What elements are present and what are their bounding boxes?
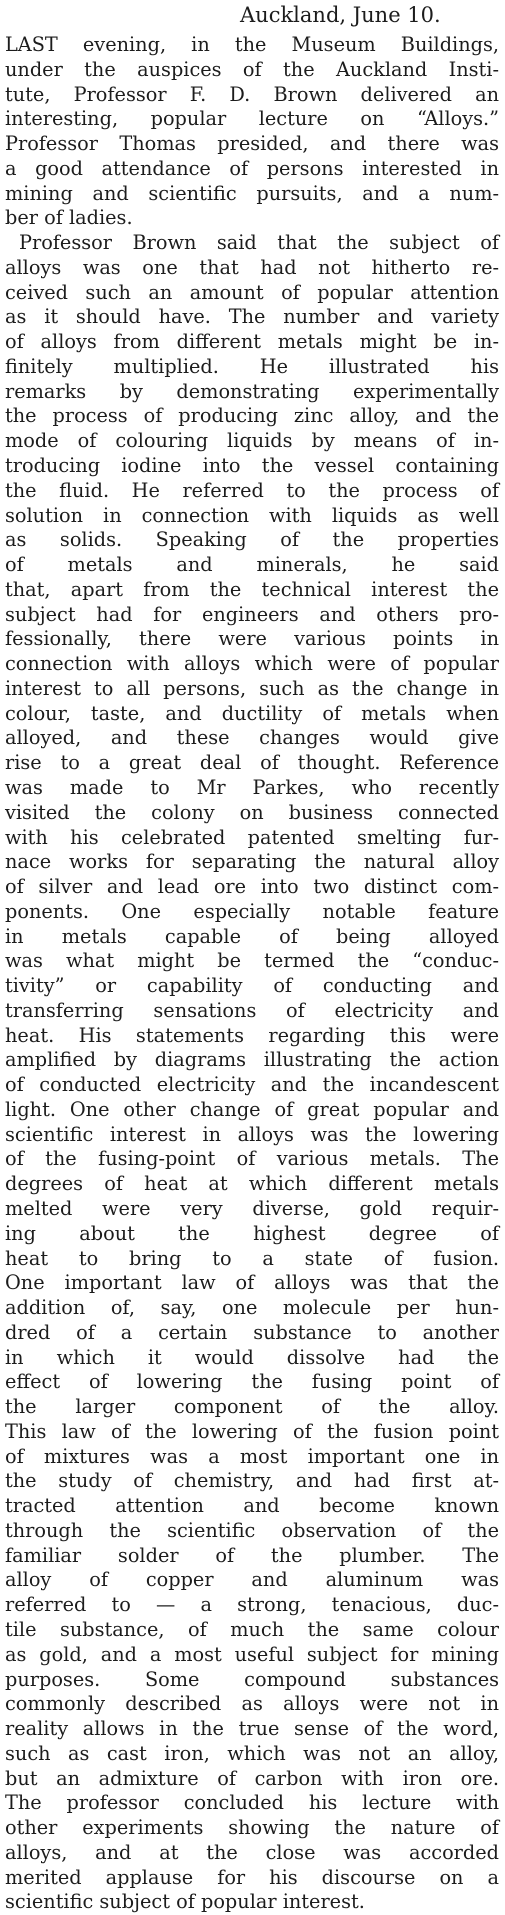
article-line: mode of colouring liquids by means of in- [5,429,499,453]
article-line: through the scientific observation of the [5,1518,499,1542]
article-line: as it should have. The number and variety [5,305,499,329]
article-line: the larger component of the alloy. [5,1395,499,1419]
article-line: nace works for separating the natural alloy [5,850,499,874]
article-line: other experiments showing the nature of [5,1816,499,1840]
article-line: such as cast iron, which was not an alloy, [5,1741,499,1765]
article-line: rise to a great deal of thought. Reference [5,751,499,775]
dateline: Auckland, June 10. [240,3,441,27]
article-line: dred of a certain substance to another [5,1320,499,1344]
article-line: subject had for engineers and others pro- [5,602,499,626]
article-line: heat to bring to a state of fusion. [5,1246,499,1270]
article-line: interest to all persons, such as the change in [5,676,499,700]
article-line: a good attendance of persons interested in [5,156,499,180]
article-line: addition of, say, one molecule per hun- [5,1296,499,1320]
article-line: LAST evening, in the Museum Buildings, [5,33,499,56]
article-line: alloyed, and these changes would give [5,726,499,750]
article-line: troducing iodine into the vessel containing [5,454,499,478]
article-line: scientific subject of popular interest. [5,1890,365,1914]
article-line: degrees of heat at which different metals [5,1172,499,1196]
article-line: tracted attention and become known [5,1494,499,1518]
article-line: with his celebrated patented smelting fur- [5,825,499,849]
article-line: tivity” or capability of conducting and [5,974,499,998]
article-line: melted were very diverse, gold requir- [5,1196,499,1220]
article-line: of alloys from different metals might be in- [5,330,499,354]
article-line: heat. His statements regarding this were [5,1023,499,1047]
article-line: Professor Thomas presided, and there was [5,132,499,156]
article-line: The professor concluded his lecture with [5,1791,499,1815]
article-line: Professor Brown said that the subject of [19,231,499,255]
article-line: ing about the highest degree of [5,1221,499,1245]
article-line: One important law of alloys was that the [5,1271,499,1295]
article-line: that, apart from the technical interest the [5,577,499,601]
article-line: transferring sensations of electricity and [5,998,499,1022]
article-line: familiar solder of the plumber. The [5,1543,499,1567]
article-line: alloys was one that had not hitherto re- [5,255,499,279]
article-line: tute, Professor F. D. Brown delivered an [5,82,499,106]
article-line: mining and scientific pursuits, and a num- [5,181,499,205]
article-line: of the fusing-point of various metals. The [5,1147,499,1171]
article-line: as gold, and a most useful subject for mining [5,1642,499,1666]
article-line: light. One other change of great popular and [5,1097,499,1121]
article-line: as solids. Speaking of the properties [5,528,499,552]
article-line: scientific interest in alloys was the lowering [5,1122,499,1146]
article-line: was what might be termed the “conduc- [5,949,499,973]
article-line: effect of lowering the fusing point of [5,1370,499,1394]
article-line: under the auspices of the Auckland Insti- [5,57,499,81]
article-body [5,33,499,1915]
article-line: This law of the lowering of the fusion point [5,1419,499,1443]
article-line: in which it would dissolve had the [5,1345,499,1369]
article-line: but an admixture of carbon with iron ore. [5,1766,499,1790]
article-line: tile substance, of much the same colour [5,1618,499,1641]
article-line: merited applause for his discourse on a [5,1865,499,1889]
article-line: finitely multiplied. He illustrated his [5,354,499,378]
article-line: purposes. Some compound substances [5,1667,499,1691]
article-line: of mixtures was a most important one in [5,1444,499,1468]
article-line: connection with alloys which were of popular [5,652,499,676]
article-line: in metals capable of being alloyed [5,924,499,948]
article-line: alloys, and at the close was accorded [5,1840,499,1864]
article-line: reality allows in the true sense of the word, [5,1717,499,1741]
article-line: the process of producing zinc alloy, and the [5,404,499,428]
article-line: amplified by diagrams illustrating the action [5,1048,499,1072]
article-line: the study of chemistry, and had first at- [5,1469,499,1493]
article-line: referred to — a strong, tenacious, duc- [5,1593,499,1617]
article-line: alloy of copper and aluminum was [5,1568,499,1592]
article-line: the fluid. He referred to the process of [5,478,499,502]
article-line: was made to Mr Parkes, who recently [5,775,499,799]
article-line: remarks by demonstrating experimentally [5,379,499,403]
article-line: visited the colony on business connected [5,800,499,824]
article-line: of conducted electricity and the incandescent [5,1073,499,1097]
article-line: commonly described as alloys were not in [5,1692,499,1716]
article-line: ber of ladies. [5,206,133,230]
article-line: ponents. One especially notable feature [5,899,499,923]
article-line: interesting, popular lecture on “Alloys.” [5,107,499,131]
article-line: of metals and minerals, he said [5,553,499,577]
article-line: ceived such an amount of popular attention [5,280,499,304]
article-line: of silver and lead ore into two distinct com- [5,875,499,899]
article-line: colour, taste, and ductility of metals when [5,701,499,725]
article-line: solution in connection with liquids as well [5,503,499,527]
article-line: fessionally, there were various points in [5,627,499,651]
